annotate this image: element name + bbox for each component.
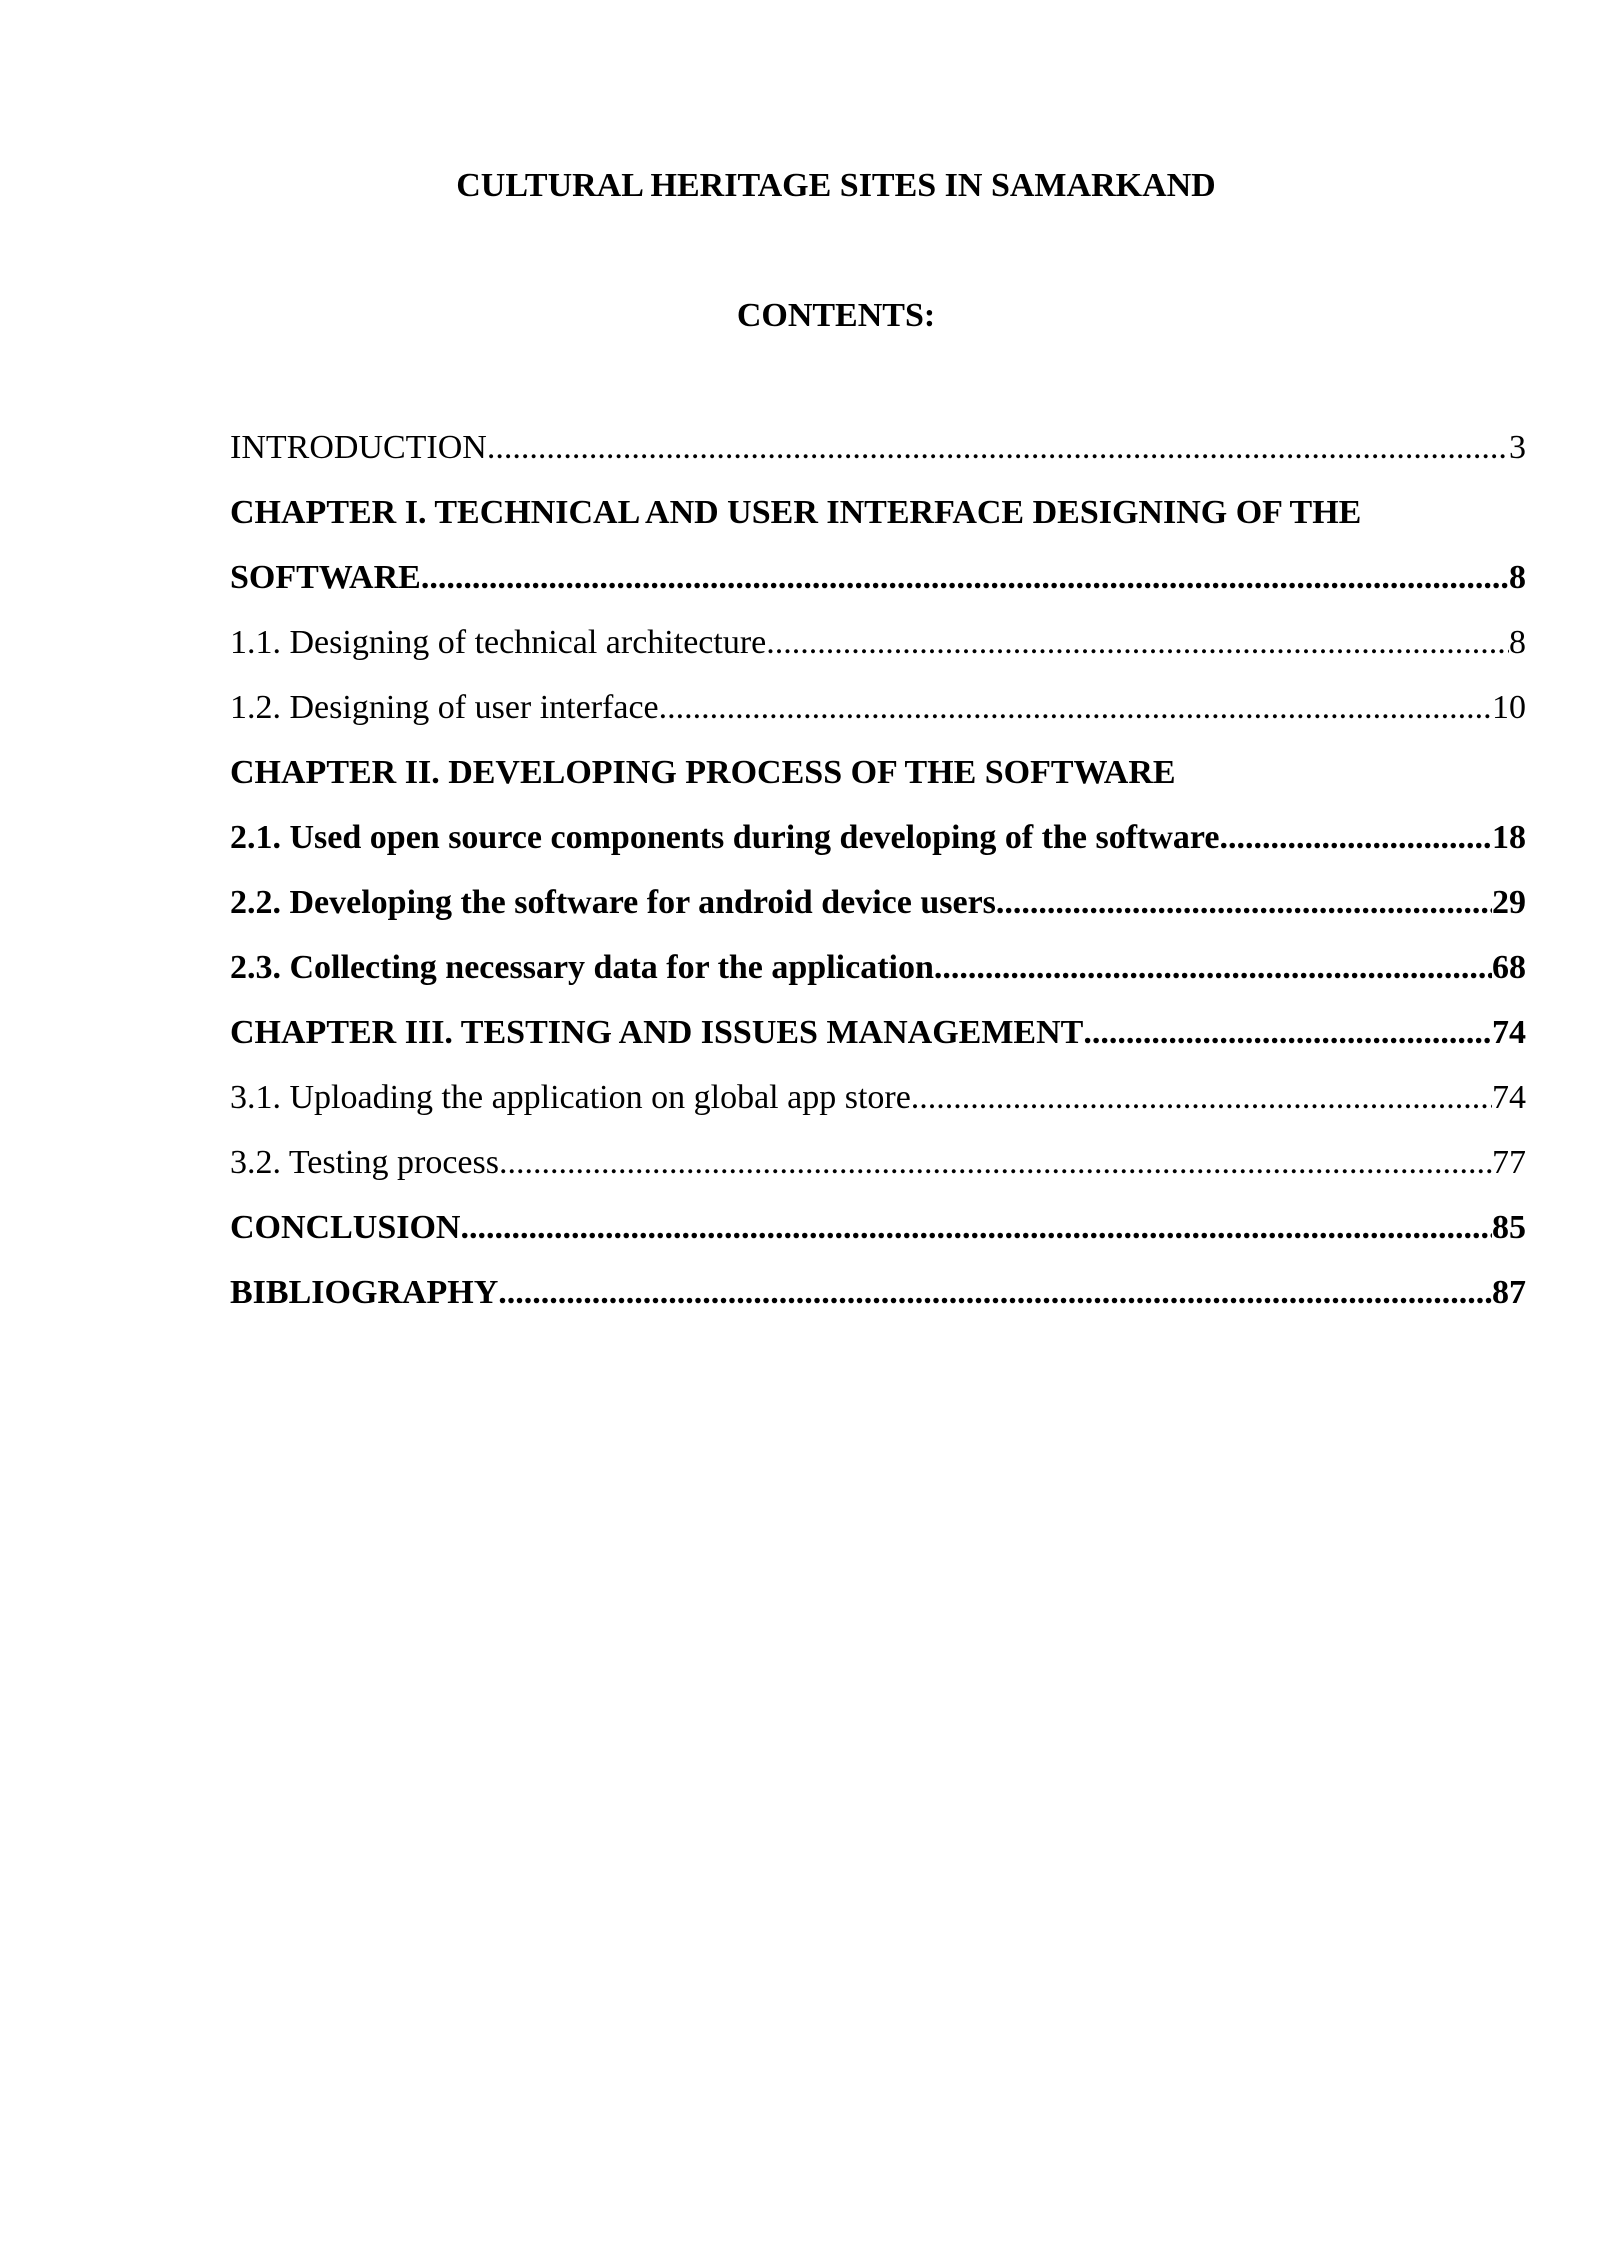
document-title: CULTURAL HERITAGE SITES IN SAMARKAND [456, 167, 1216, 204]
toc-entry-chapter-3 [230, 1009, 1526, 1074]
toc-entry-page: 8 [1509, 624, 1526, 661]
toc-entry-page: 85 [1492, 1209, 1526, 1246]
toc-dot-leader [487, 424, 1509, 472]
toc-entry-introduction [230, 424, 1526, 489]
toc-entry-1-2 [230, 684, 1526, 749]
toc-entry-label: CHAPTER III. TESTING AND ISSUES MANAGEMENT [230, 1014, 1084, 1051]
toc-entry-label: 1.1. Designing of technical architecture [230, 624, 767, 661]
toc-entry-page: 18 [1492, 819, 1526, 856]
toc-entry-3-2 [230, 1139, 1526, 1204]
toc-dot-leader [499, 1139, 1492, 1187]
toc-entry-label: CONCLUSION [230, 1209, 461, 1246]
toc-entry-label: 3.1. Uploading the application on global app store [230, 1079, 911, 1116]
toc-entry-label: CHAPTER I. TECHNICAL AND USER INTERFACE DESIGNING OF THE [230, 494, 1362, 531]
toc-entry-2-3 [230, 944, 1526, 1009]
toc-entry-page: 77 [1492, 1144, 1526, 1181]
toc-dot-leader [498, 1269, 1492, 1317]
toc-dot-leader [421, 554, 1509, 602]
toc-entry-3-1 [230, 1074, 1526, 1139]
toc-dot-leader [1083, 1009, 1492, 1057]
toc-dot-leader [996, 879, 1492, 927]
toc-entry-label: 3.2. Testing process [230, 1144, 499, 1181]
toc-entry-chapter-1-cont [230, 554, 1526, 619]
toc-dot-leader [934, 944, 1492, 992]
toc-entry-label: BIBLIOGRAPHY [230, 1274, 499, 1311]
toc-entry-label: 1.2. Designing of user interface [230, 689, 659, 726]
toc-entry-chapter-1 [230, 489, 1526, 554]
toc-entry-1-1 [230, 619, 1526, 684]
toc-entry-page: 74 [1492, 1014, 1526, 1051]
toc-entry-label: SOFTWARE [230, 559, 421, 596]
toc-dot-leader [911, 1074, 1492, 1122]
toc-entry-label: 2.3. Collecting necessary data for the application [230, 949, 934, 986]
toc-entry-label: CHAPTER II. DEVELOPING PROCESS OF THE SOFTWARE [230, 754, 1176, 791]
toc-dot-leader [460, 1204, 1492, 1252]
toc-entry-page: 68 [1492, 949, 1526, 986]
toc-dot-leader [766, 619, 1509, 667]
toc-entry-label: INTRODUCTION [230, 429, 487, 466]
table-of-contents [230, 424, 1526, 1334]
toc-dot-leader [1220, 814, 1493, 862]
toc-entry-page: 74 [1492, 1079, 1526, 1116]
toc-entry-2-2 [230, 879, 1526, 944]
toc-entry-bibliography [230, 1269, 1526, 1334]
toc-entry-label: 2.2. Developing the software for android device users [230, 884, 996, 921]
toc-entry-page: 29 [1492, 884, 1526, 921]
toc-entry-label: 2.1. Used open source components during developing of the software [230, 819, 1220, 856]
toc-entry-conclusion [230, 1204, 1526, 1269]
toc-entry-page: 87 [1492, 1274, 1526, 1311]
toc-entry-2-1 [230, 814, 1526, 879]
toc-entry-page: 8 [1509, 559, 1526, 596]
toc-entry-chapter-2 [230, 749, 1526, 814]
contents-heading: CONTENTS: [736, 297, 936, 334]
toc-entry-page: 10 [1492, 689, 1526, 726]
toc-dot-leader [659, 684, 1492, 732]
toc-entry-page: 3 [1509, 429, 1526, 466]
